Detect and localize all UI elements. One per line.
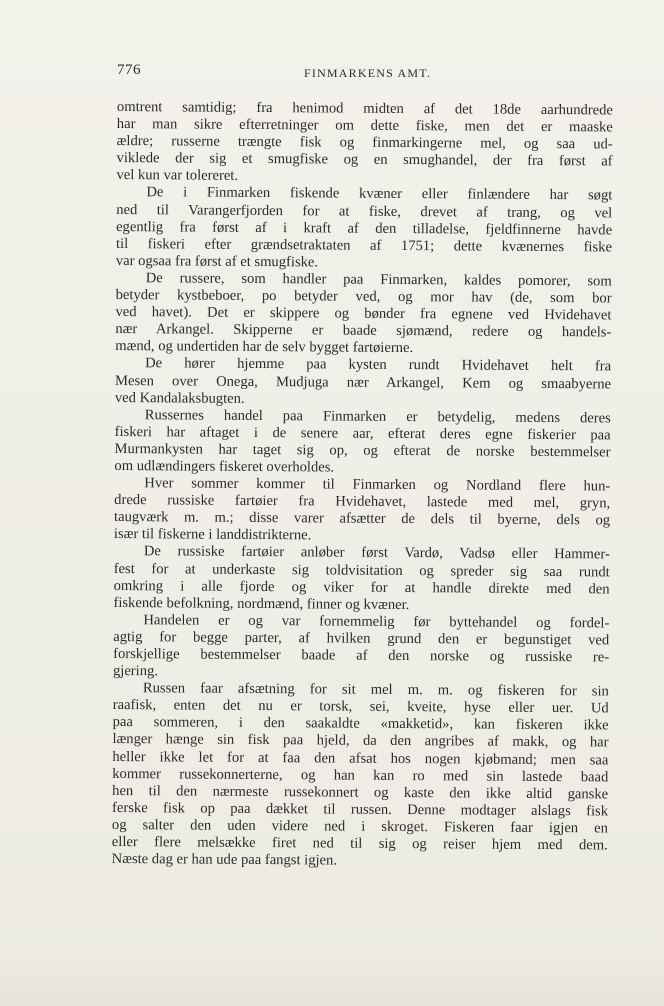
text-line: eller flere melsække firet ned til sig og reiser hjem med dem. xyxy=(111,834,608,854)
text-line: ved havet). Det er skippere og bønder fra egnene ved Hvidehavet xyxy=(115,304,612,324)
text-line: De russere, som handler paa Finmarken, kaldes pomorer, som xyxy=(145,270,612,290)
text-line: fest for at underkaste sig toldvisitation og spreder sig saa rundt xyxy=(113,560,610,580)
page-header xyxy=(117,62,613,84)
text-line: agtig for begge parter, af hvilken grund den er begunstiget ved xyxy=(113,628,610,649)
page-bottom-edge xyxy=(0,956,664,1006)
text-line: ferske fisk op paa dækket til russen. Denne modtager alslags fisk xyxy=(111,799,609,820)
text-line: om udlændingers fiskeret overholdes. xyxy=(114,457,335,476)
text-line: vel kun var tolereret. xyxy=(116,167,239,185)
text-line: forskjellige bestemmelser baade af den norske og russiske re- xyxy=(113,645,610,666)
text-line: heller ikke let for at faa den afsat hos nogen kjøbmand; men saa xyxy=(112,748,609,769)
page-number: 776 xyxy=(117,62,141,78)
text-line: Hver sommer kommer til Finmarken og Nordland flere hun- xyxy=(144,475,611,495)
text-line: har man sikre efterretninger om dette fiske, men det er maaske xyxy=(116,116,613,136)
text-line: længer hænge sin fisk paa hjeld, da den angribes af makk, og har xyxy=(112,731,609,751)
text-line: raafisk, enten det nu er torsk, sei, kveite, hyse eller uer. Ud xyxy=(112,697,609,717)
text-line: Næste dag er han ude paa fangst igjen. xyxy=(111,851,338,869)
text-line: fiskende befolkning, nordmænd, finner og kvæner. xyxy=(113,594,410,613)
text-line: Handelen er og var fornemmelig før byttehandel og fordel- xyxy=(143,612,610,632)
text-line: De russiske fartøier anløber først Vardø, Vadsø eller Hammer- xyxy=(143,543,610,563)
text-line: til fiskeri efter grændsetraktaten af 1751; dette kvænernes fiske xyxy=(115,235,613,256)
text-line: Russernes handel paa Finmarken er betydelig, medens deres xyxy=(144,406,611,427)
text-line: omkring i alle fjorde og viker for at handle direkte med den xyxy=(113,577,610,598)
text-line: ældre; russerne trængte fisk og finmarkingerne mel, og saa ud- xyxy=(116,133,613,153)
text-line: og salter den uden videre ned i skroget. Fiskeren faar igjen en xyxy=(111,816,608,837)
text-line: omtrent samtidig; fra henimod midten af det 18de aarhundrede xyxy=(116,99,613,119)
text-line: paa sommeren, i den saakaldte «makketid», kan fiskeren ikke xyxy=(112,714,609,734)
text-line: især til fiskerne i landdistrikterne. xyxy=(113,526,312,544)
running-head: FINMARKENS AMT. xyxy=(304,66,432,80)
text-line: ved Kandalaksbugten. xyxy=(114,389,245,407)
text-line: De i Finmarken fiskende kvæner eller finlændere har søgt xyxy=(146,184,613,204)
text-line: Mesen over Onega, Mudjuga nær Arkangel, Kem og smaabyerne xyxy=(114,372,612,392)
text-line: Murmankysten har taget sig op, og efterat de norske bestemmelser xyxy=(114,440,611,461)
text-line: taugværk m. m.; disse varer afsætter de dels til byerne, dels og xyxy=(114,509,611,529)
text-line: kommer russekonnerterne, og han kan ro med sin lastede baad xyxy=(112,765,609,786)
text-line: gjering. xyxy=(112,663,159,680)
text-line: mænd, og undertiden har de selv bygget fartøierne. xyxy=(115,338,414,357)
text-line: viklede der sig et smugfiske og en smughandel, der fra først af xyxy=(116,150,613,170)
text-line: De hører hjemme paa kysten rundt Hvidehavet helt fra xyxy=(145,355,612,375)
text-line: nær Arkangel. Skipperne er baade sjømænd, redere og handels- xyxy=(115,321,612,341)
text-line: Russen faar afsætning for sit mel m. m. og fiskeren for sin xyxy=(142,680,609,700)
text-line: egentlig fra først af i kraft af den tilladelse, fjeldfinnerne havde xyxy=(116,218,613,239)
text-line: betyder kystbeboer, po betyder ved, og mor hav (de, som bor xyxy=(115,287,612,307)
body-text xyxy=(112,99,613,872)
text-line: hen til den nærmeste russekonnert og kaste den ikke altid ganske xyxy=(112,782,609,803)
text-line: ned til Varangerfjorden for at fiske, drevet af trang, og vel xyxy=(116,201,613,222)
text-line: var ogsaa fra først af et smugfiske. xyxy=(115,252,319,271)
text-line: fiskeri har aftaget i de senere aar, efterat deres egne fiskerier paa xyxy=(114,423,611,444)
text-line: drede russiske fartøier fra Hvidehavet, lastede med mel, gryn, xyxy=(114,492,611,512)
